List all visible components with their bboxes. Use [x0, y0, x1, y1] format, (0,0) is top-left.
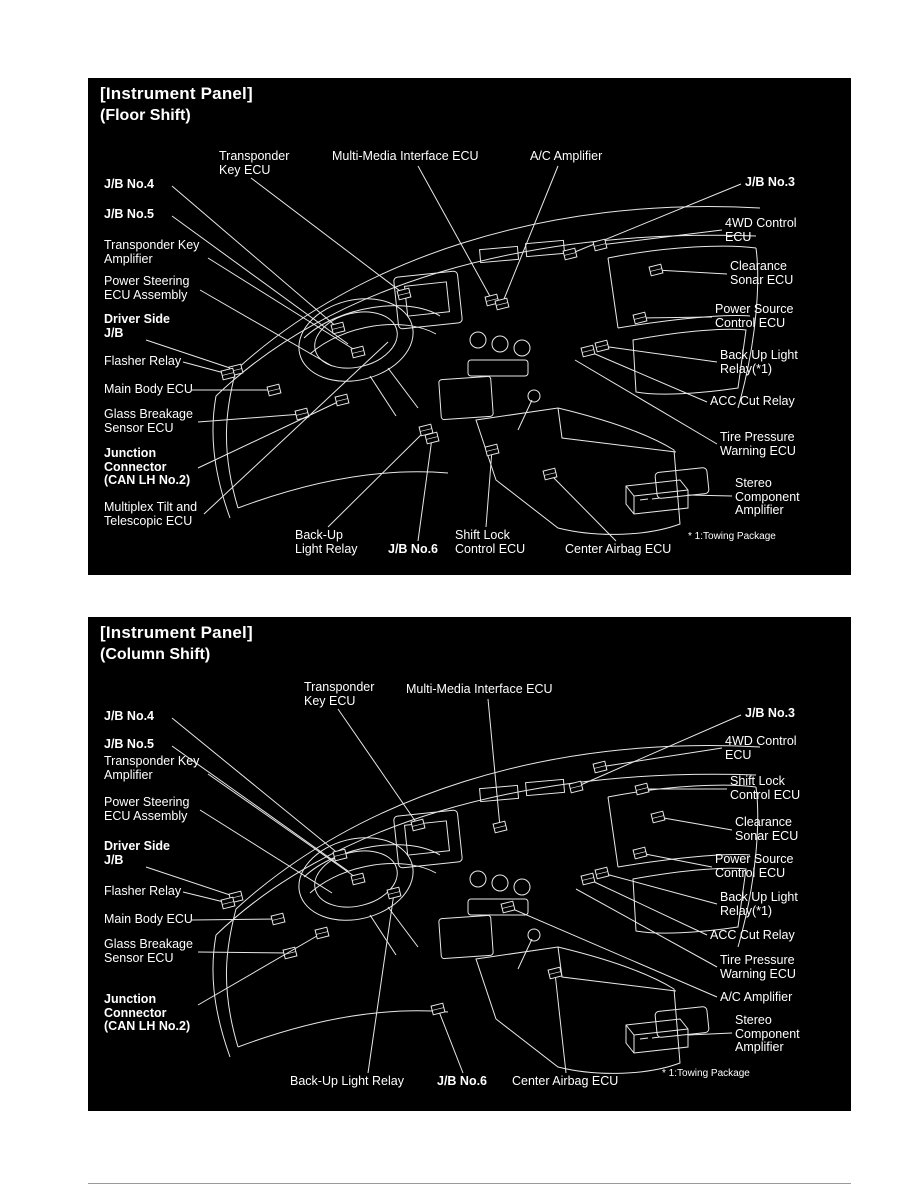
label-jb-no3: J/B No.3: [745, 706, 796, 720]
label-transponder-key-ecu: Transponder Key ECU: [219, 149, 290, 177]
towing-package-footnote: * 1:Towing Package: [662, 1068, 750, 1079]
label-back-up-light-relay-towing: Back Up Light Relay(*1): [720, 348, 798, 376]
panel-column-shift: [88, 617, 851, 1111]
label-glass-breakage-sensor-ecu: Glass Breakage Sensor ECU: [104, 407, 193, 435]
label-transponder-key-ecu: Transponder Key ECU: [304, 680, 375, 708]
label-power-steering-ecu-assembly: Power Steering ECU Assembly: [104, 274, 190, 302]
towing-package-footnote: * 1:Towing Package: [688, 531, 776, 542]
callout-labels: [88, 78, 851, 575]
label-power-steering-ecu-assembly: Power Steering ECU Assembly: [104, 795, 190, 823]
panel-title: [Instrument Panel]: [100, 84, 253, 103]
label-stereo-component-amplifier: Stereo Component Amplifier: [735, 1013, 800, 1054]
panel-floor-shift: [88, 78, 851, 575]
label-transponder-key-amplifier: Transponder Key Amplifier: [104, 754, 200, 782]
label-driver-side-jb: Driver Side J/B: [104, 839, 171, 867]
label-power-source-control-ecu: Power Source Control ECU: [715, 302, 794, 330]
label-glass-breakage-sensor-ecu: Glass Breakage Sensor ECU: [104, 937, 193, 965]
label-power-source-control-ecu: Power Source Control ECU: [715, 852, 794, 880]
panel-subtitle: (Floor Shift): [100, 107, 191, 124]
label-stereo-component-amplifier: Stereo Component Amplifier: [735, 476, 800, 517]
label-clearance-sonar-ecu: Clearance Sonar ECU: [730, 259, 794, 287]
label-4wd-control-ecu: 4WD Control ECU: [725, 216, 797, 244]
label-jb-no5: J/B No.5: [104, 737, 155, 751]
label-4wd-control-ecu: 4WD Control ECU: [725, 734, 797, 762]
label-flasher-relay: Flasher Relay: [104, 354, 182, 368]
callout-labels: [88, 617, 851, 1111]
label-main-body-ecu: Main Body ECU: [104, 912, 193, 926]
label-driver-side-jb: Driver Side J/B: [104, 312, 171, 340]
label-tire-pressure-warning-ecu: Tire Pressure Warning ECU: [720, 953, 796, 981]
label-junction-connector-can-lh-no2: Junction Connector (CAN LH No.2): [104, 446, 191, 487]
label-multi-media-interface-ecu: Multi-Media Interface ECU: [332, 149, 479, 163]
label-jb-no6: J/B No.6: [437, 1074, 488, 1088]
panel-subtitle: (Column Shift): [100, 646, 211, 663]
label-ac-amplifier: A/C Amplifier: [530, 149, 603, 163]
label-jb-no3: J/B No.3: [745, 175, 796, 189]
label-junction-connector-can-lh-no2: Junction Connector (CAN LH No.2): [104, 992, 191, 1033]
label-transponder-key-amplifier: Transponder Key Amplifier: [104, 238, 200, 266]
label-flasher-relay: Flasher Relay: [104, 884, 182, 898]
label-back-up-light-relay: Back-Up Light Relay: [295, 528, 358, 556]
label-back-up-light-relay-towing: Back Up Light Relay(*1): [720, 890, 798, 918]
label-multiplex-tilt-telescopic-ecu: Multiplex Tilt and Telescopic ECU: [104, 500, 198, 528]
label-back-up-light-relay: Back-Up Light Relay: [290, 1074, 404, 1088]
label-ac-amplifier: A/C Amplifier: [720, 990, 793, 1004]
label-jb-no4: J/B No.4: [104, 177, 155, 191]
label-jb-no6: J/B No.6: [388, 542, 439, 556]
label-jb-no4: J/B No.4: [104, 709, 155, 723]
label-shift-lock-control-ecu: Shift Lock Control ECU: [455, 528, 526, 556]
label-acc-cut-relay: ACC Cut Relay: [710, 394, 795, 408]
label-tire-pressure-warning-ecu: Tire Pressure Warning ECU: [720, 430, 796, 458]
label-multi-media-interface-ecu: Multi-Media Interface ECU: [406, 682, 553, 696]
label-acc-cut-relay: ACC Cut Relay: [710, 928, 795, 942]
label-center-airbag-ecu: Center Airbag ECU: [512, 1074, 619, 1088]
panel-title: [Instrument Panel]: [100, 623, 253, 642]
label-main-body-ecu: Main Body ECU: [104, 382, 193, 396]
label-clearance-sonar-ecu: Clearance Sonar ECU: [735, 815, 799, 843]
label-shift-lock-control-ecu: Shift Lock Control ECU: [730, 774, 801, 802]
label-jb-no5: J/B No.5: [104, 207, 155, 221]
label-center-airbag-ecu: Center Airbag ECU: [565, 542, 672, 556]
page-divider: [88, 1183, 851, 1184]
